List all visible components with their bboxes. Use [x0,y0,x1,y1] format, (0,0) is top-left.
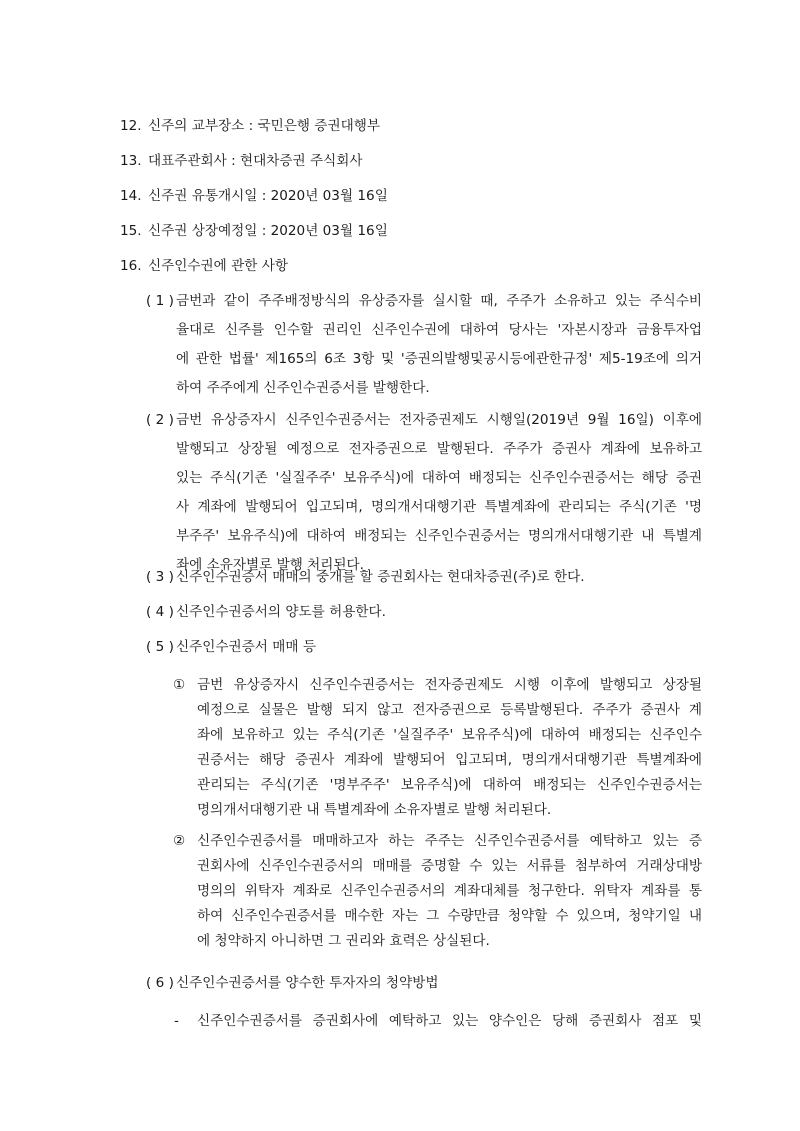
circle-1-line: 좌에 보유하고 있는 주식(기존 '실질주주' 보유주식)에 대하여 배정되는 신주인수 [197,727,702,743]
sub-2-line: 좌에 소유자별로 발행 처리된다. [176,557,364,573]
circle-1-line: 관리되는 주식(기존 '명부주주' 보유주식)에 대하여 배정되는 신주인수권증서는 [197,777,702,793]
circle-2-number: ② [173,833,186,849]
sub-6-number: ( 6 ) [146,975,174,991]
dash-bullet: - [174,1013,179,1029]
sub-4-text: 신주인수권증서의 양도를 허용한다. [176,604,386,620]
sub-1-line: 율대로 신주를 인수할 권리인 신주인수권에 대하여 당사는 '자본시장과 금융투자업 [176,322,702,338]
circle-1-line: 예정으로 실물은 발행 되지 않고 전자증권으로 등록발행된다. 주주가 증권사 계 [197,702,702,718]
circle-2-line: 하여 신주인수권증서를 매수한 자는 그 수량만큼 청약할 수 있으며, 청약기일 내 [197,908,702,924]
sub-2-line: 있는 주식(기존 '실질주주' 보유주식)에 대하여 배정되는 신주인수권증서는 해당 증권 [176,470,702,486]
item-16-text: 신주인수권에 관한 사항 [148,258,288,274]
sub-1-line: 에 관한 법률' 제165의 6조 3항 및 '증권의발행및공시등에관한규정' 제5-19조에 의거 [176,351,702,367]
sub-3-text: 신주인수권증서 매매의 중개를 할 증권회사는 현대차증권(주)로 한다. [176,569,585,585]
dash-line: 신주인수권증서를 증권회사에 예탁하고 있는 양수인은 당해 증권회사 점포 및 [197,1013,702,1029]
item-13-number: 13. [120,153,142,169]
sub-1-line: 하여 주주에게 신주인수권증서를 발행한다. [176,380,430,396]
sub-5-number: ( 5 ) [146,639,174,655]
sub-2-line: 부주주' 보유주식)에 대하여 배정되는 신주인수권증서는 명의개서대행기관 내 특별계 [176,528,702,544]
circle-2-line: 명의의 위탁자 계좌로 신주인수권증서의 계좌대체를 청구한다. 위탁자 계좌를 통 [197,883,702,899]
circle-2-line: 신주인수권증서를 매매하고자 하는 주주는 신주인수권증서를 예탁하고 있는 증 [197,833,702,849]
sub-5-text: 신주인수권증서 매매 등 [176,639,316,655]
circle-1-number: ① [173,677,186,693]
sub-1-line: 금번과 같이 주주배정방식의 유상증자를 실시할 때, 주주가 소유하고 있는 주식수비 [176,293,702,309]
sub-2-number: ( 2 ) [146,412,174,428]
circle-1-line: 명의개서대행기관 내 특별계좌에 소유자별로 발행 처리된다. [197,802,552,818]
sub-6-text: 신주인수권증서를 양수한 투자자의 청약방법 [176,975,439,991]
item-15-number: 15. [120,223,142,239]
item-12-number: 12. [120,118,142,134]
sub-4-number: ( 4 ) [146,604,174,620]
item-15-text: 신주권 상장예정일 : 2020년 03월 16일 [148,223,388,239]
item-13-text: 대표주관회사 : 현대차증권 주식회사 [148,153,363,169]
circle-1-line: 금번 유상증자시 신주인수권증서는 전자증권제도 시행 이후에 발행되고 상장될 [197,677,702,693]
item-12-text: 신주의 교부장소 : 국민은행 증권대행부 [148,118,380,134]
circle-2-line: 에 청약하지 아니하면 그 권리와 효력은 상실된다. [197,933,490,949]
sub-2-line: 발행되고 상장될 예정으로 전자증권으로 발행된다. 주주가 증권사 계좌에 보유하고 [176,441,702,457]
sub-2-line: 금번 유상증자시 신주인수권증서는 전자증권제도 시행일(2019년 9월 16일) 이후에 [176,412,702,428]
sub-3-number: ( 3 ) [146,569,174,585]
sub-1-number: ( 1 ) [146,293,174,309]
circle-1-line: 권증서는 해당 증권사 계좌에 발행되어 입고되며, 명의개서대행기관 특별계좌에 [197,752,702,768]
circle-2-line: 권회사에 신주인수권증서의 매매를 증명할 수 있는 서류를 첨부하여 거래상대방 [197,858,702,874]
item-16-number: 16. [120,258,142,274]
item-14-number: 14. [120,188,142,204]
sub-2-line: 사 계좌에 발행되어 입고되며, 명의개서대행기관 특별계좌에 관리되는 주식(기존 '명 [176,499,702,515]
item-14-text: 신주권 유통개시일 : 2020년 03월 16일 [148,188,388,204]
